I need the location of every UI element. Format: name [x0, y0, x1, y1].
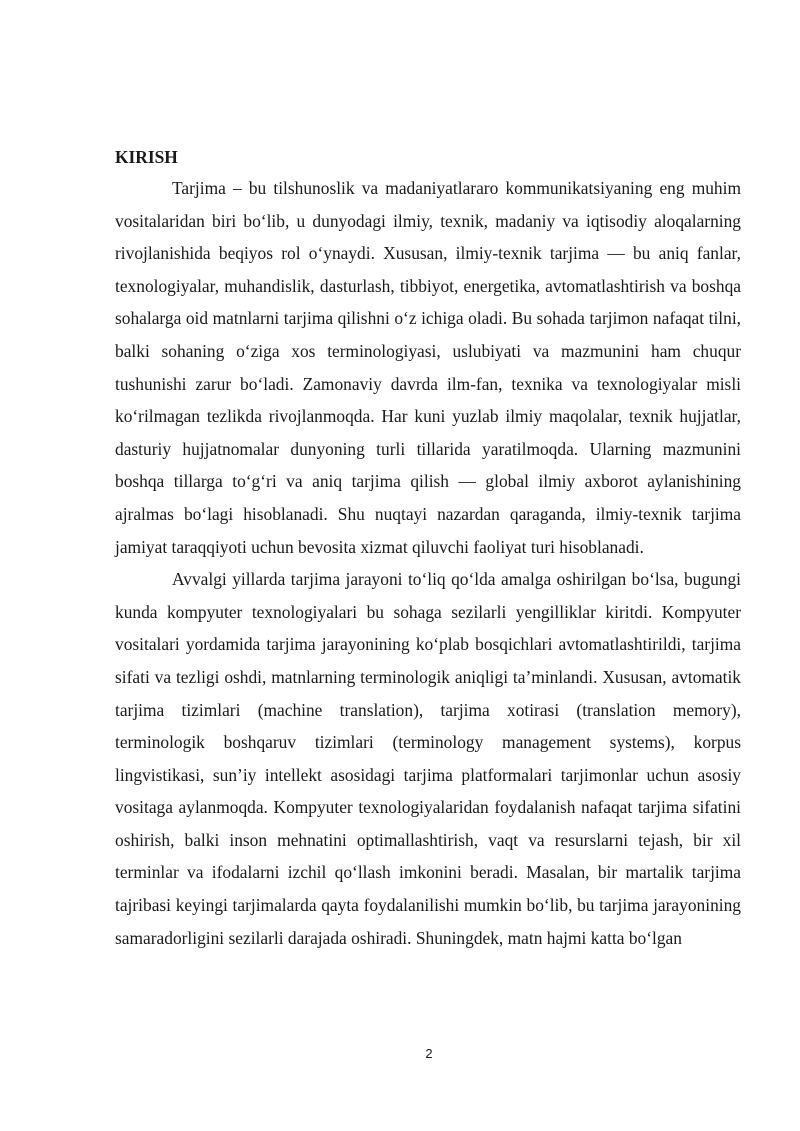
- page-content: [115, 143, 741, 954]
- paragraph-2: Avvalgi yillarda tarjima jarayoni to‘liq qo‘lda amalga oshirilgan bo‘lsa, bugungi kunda kompyuter texnologiyalari bu sohaga sezilarli yengilliklar kiritdi. Kompyuter vositalari yordamida tarjima jarayonining ko‘plab bosqichlari avtomatlashtirildi, tarjima sifati va tezligi oshdi, matnlarning terminologik aniqligi ta’minlandi. Xususan, avtomatik tarjima tizimlari (machine translation), tarjima xotirasi (translation memory), terminologik boshqaruv tizimlari (terminology management systems), korpus lingvistikasi, sun’iy intellekt asosidagi tarjima platformalari tarjimonlar uchun asosiy vositaga aylanmoqda. Kompyuter texnologiyalaridan foydalanish nafaqat tarjima sifatini oshirish, balki inson mehnatini optimallashtirish, vaqt va resurslarni tejash, bir xil terminlar va ifodalarni izchil qo‘llash imkonini beradi. Masalan, bir martalik tarjima tajribasi keyingi tarjimalarda qayta foydalanilishi mumkin bo‘lib, bu tarjima jarayonining samaradorligini sezilarli darajada oshiradi. Shuningdek, matn hajmi katta bo‘lgan: [115, 569, 741, 948]
- page-number: 2: [425, 1046, 433, 1061]
- section-heading: KIRISH: [115, 147, 178, 167]
- paragraph-1: Tarjima – bu tilshunoslik va madaniyatlararo kommunikatsiyaning eng muhim vositalaridan biri bo‘lib, u dunyodagi ilmiy, texnik, madaniy va iqtisodiy aloqalarning rivojlanishida beqiyos rol o‘ynaydi. Xususan, ilmiy-texnik tarjima — bu aniq fanlar, texnologiyalar, muhandislik, dasturlash, tibbiyot, energetika, avtomatlashtirish va boshqa sohalarga oid matnlarni tarjima qilishni o‘z ichiga oladi. Bu sohada tarjimon nafaqat tilni, balki sohaning o‘ziga xos terminologiyasi, uslubiyati va mazmunini ham chuqur tushunishi zarur bo‘ladi. Zamonaviy davrda ilm-fan, texnika va texnologiyalar misli ko‘rilmagan tezlikda rivojlanmoqda. Har kuni yuzlab ilmiy maqolalar, texnik hujjatlar, dasturiy hujjatnomalar dunyoning turli tillarida yaratilmoqda. Ularning mazmunini boshqa tillarga to‘g‘ri va aniq tarjima qilish — global ilmiy axborot aylanishining ajralmas bo‘lagi hisoblanadi. Shu nuqtayi nazardan qaraganda, ilmiy-texnik tarjima jamiyat taraqqiyoti uchun bevosita xizmat qiluvchi faoliyat turi hisoblanadi.: [115, 178, 741, 557]
